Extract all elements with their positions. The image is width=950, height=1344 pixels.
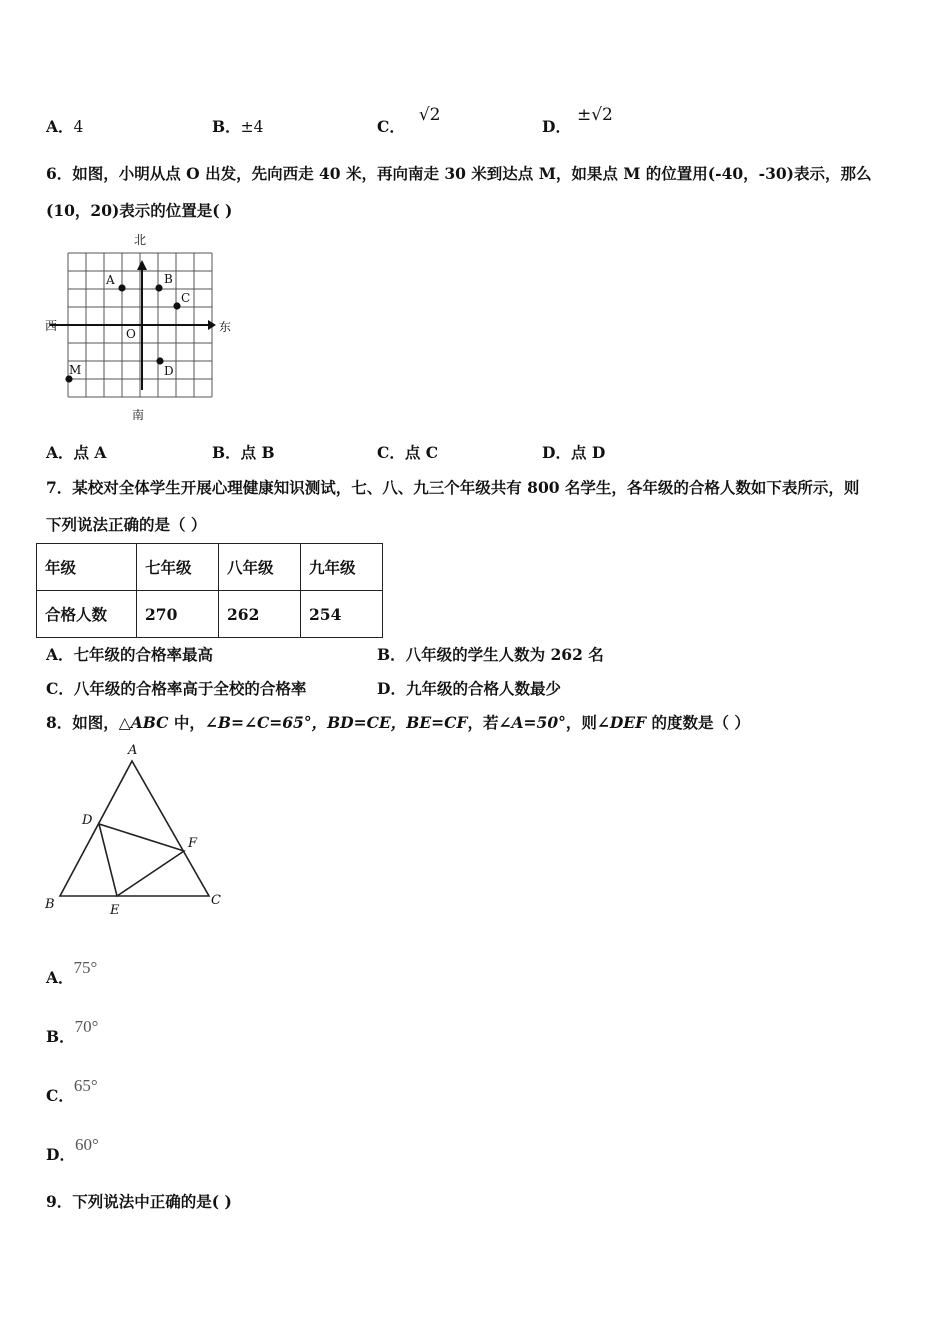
q5-option-b: B．±4	[212, 117, 264, 136]
q8-option-b: B．70°	[46, 1017, 99, 1046]
label-vertex-a: A	[128, 743, 138, 758]
table-header-row	[37, 544, 383, 591]
north-arrow-icon	[137, 260, 147, 270]
point-a	[118, 284, 125, 291]
q8-option-a: A．75°	[46, 958, 98, 987]
q6-stem-line2: (10，20)表示的位置是( )	[46, 201, 233, 220]
label-vertex-f: F	[188, 836, 198, 851]
q9-stem: 9．下列说法中正确的是( )	[46, 1192, 232, 1211]
q5-option-d: D．±√2	[542, 105, 613, 136]
table-cell: 270	[137, 591, 219, 638]
label-north: 北	[134, 233, 147, 247]
q6-option-c: C．点 C	[377, 443, 439, 462]
label-west: 西	[45, 319, 58, 333]
q6-option-d: D．点 D	[542, 443, 606, 462]
label-point-d: D	[164, 364, 174, 378]
label-origin: O	[126, 327, 136, 341]
q6-option-b: B．点 B	[212, 443, 275, 462]
label-south: 南	[132, 408, 145, 422]
label-east: 东	[219, 320, 232, 334]
q5-option-a: A．4	[46, 117, 84, 136]
table-header-cell: 七年级	[137, 544, 219, 591]
q7-stem-line2: 下列说法正确的是（ ）	[46, 515, 207, 534]
table-cell: 254	[301, 591, 383, 638]
q7-option-b: B．八年级的学生人数为 262 名	[377, 645, 604, 664]
q6-option-a: A．点 A	[46, 443, 107, 462]
label-vertex-d: D	[82, 813, 93, 828]
table-row	[37, 591, 383, 638]
label-point-m: M	[69, 363, 82, 377]
label-point-c: C	[181, 291, 191, 305]
q5-option-c: C．√2	[377, 105, 441, 136]
triangle-abc	[60, 761, 209, 896]
table-header-cell: 年级	[37, 544, 137, 591]
label-vertex-e: E	[110, 903, 120, 918]
table-header-cell: 九年级	[301, 544, 383, 591]
label-point-a: A	[106, 273, 115, 287]
q8-triangle-figure	[40, 738, 240, 923]
point-c	[173, 302, 180, 309]
q7-option-a: A．七年级的合格率最高	[46, 645, 214, 664]
q7-stem-line1: 7．某校对全体学生开展心理健康知识测试，七、八、九三个年级共有 800 名学生，各年级的合格人数如下表所示，则	[46, 478, 860, 497]
q8-stem: 8．如图，△ABC 中，∠B=∠C=65°，BD=CE，BE=CF，若∠A=50°，则∠DEF 的度数是（ ）	[46, 713, 750, 732]
q7-option-d: D．九年级的合格人数最少	[377, 679, 561, 698]
q8-option-c: C．65°	[46, 1076, 98, 1105]
point-d	[156, 357, 163, 364]
point-b	[155, 284, 162, 291]
label-point-b: B	[164, 272, 173, 286]
table-header-cell: 八年级	[219, 544, 301, 591]
triangle-def	[99, 824, 184, 896]
table-cell: 合格人数	[37, 591, 137, 638]
q7-grade-table	[36, 543, 383, 638]
q8-option-d: D．60°	[46, 1135, 99, 1164]
label-vertex-c: C	[211, 893, 221, 908]
label-vertex-b: B	[45, 897, 55, 912]
table-cell: 262	[219, 591, 301, 638]
q7-option-c: C．八年级的合格率高于全校的合格率	[46, 679, 307, 698]
q6-grid-figure	[40, 228, 250, 428]
q6-stem-line1: 6．如图，小明从点 O 出发，先向西走 40 米，再向南走 30 米到达点 M，如果点 M 的位置用(-40，-30)表示，那么	[46, 164, 872, 183]
